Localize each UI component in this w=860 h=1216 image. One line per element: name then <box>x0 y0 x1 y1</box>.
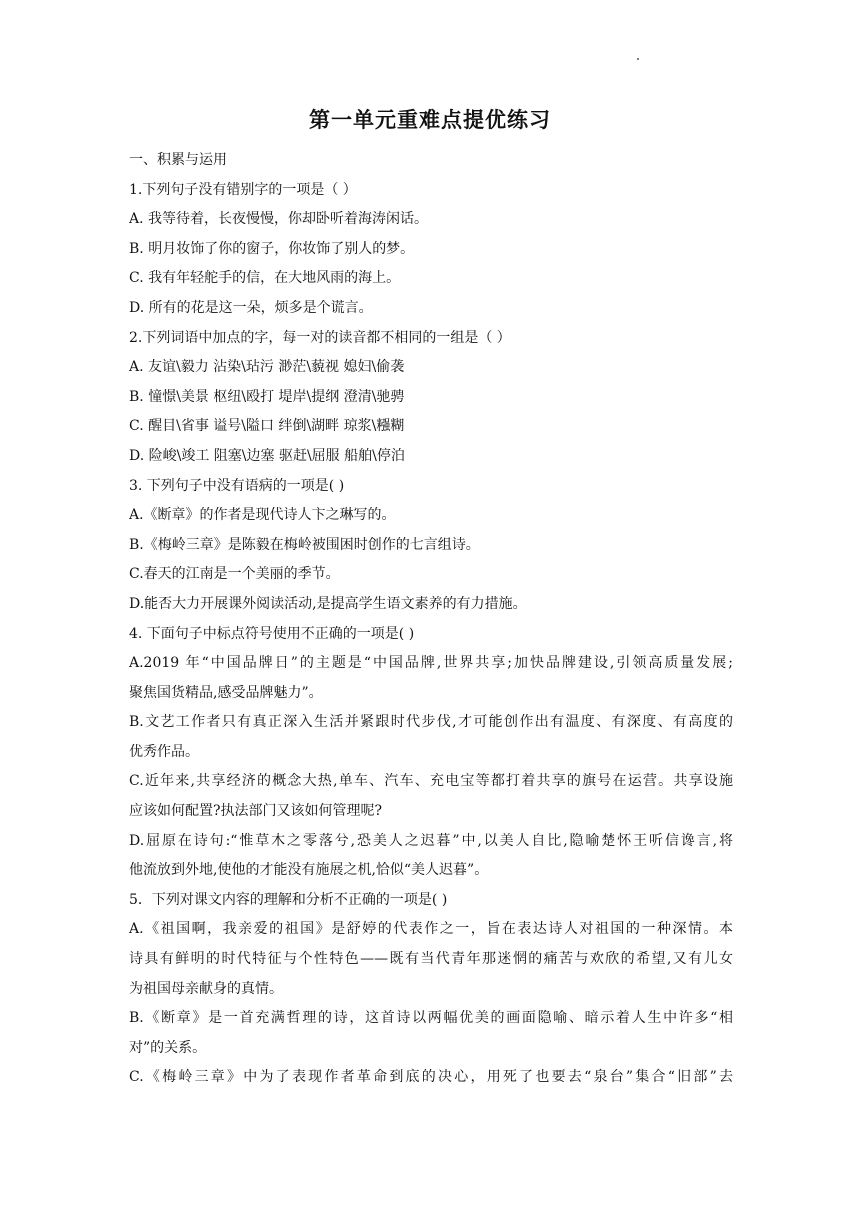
page-title: 第一单元重难点提优练习 <box>309 108 551 132</box>
q1-option-c: C. 我有年轻舵手的信，在大地风雨的海上。 <box>129 270 401 287</box>
q5-option-a-line-2: 诗具有鲜明的时代特征与个性特色——既有当代青年那迷惘的痛苦与欢欣的希望,又有儿女 <box>129 951 733 968</box>
question-4: 4. 下面句子中标点符号使用不正确的一项是( ) <box>129 625 415 642</box>
q2-option-c: C. 醒目\省事 谥号\隘口 绊倒\湖畔 琼浆\糨糊 <box>129 418 405 435</box>
q3-option-a: A.《断章》的作者是现代诗人卞之琳写的。 <box>129 507 396 524</box>
document-body <box>129 146 733 1093</box>
q4-option-c-line-1: C.近年来,共享经济的概念大热,单车、汽车、充电宝等都打着共享的旗号在运营。共享设施 <box>129 773 733 790</box>
q4-option-a-line-2: 聚焦国货精品,感受品牌魅力”。 <box>129 684 323 701</box>
q4-option-b-line-1: B.文艺工作者只有真正深入生活并紧跟时代步伐,才可能创作出有温度、有深度、有高度的 <box>129 714 733 731</box>
q2-option-a: A. 友谊\毅力 沾染\玷污 渺茫\藐视 媳妇\偷袭 <box>129 359 405 376</box>
q2-option-b: B. 憧憬\美景 枢纽\殴打 堤岸\提纲 澄清\驰骋 <box>129 388 405 405</box>
corner-dot <box>637 58 639 60</box>
question-3: 3. 下列句子中没有语病的一项是( ) <box>129 477 345 494</box>
q2-option-d: D. 险峻\竣工 阻塞\边塞 驱赶\屈服 船舶\停泊 <box>129 447 405 464</box>
q5-option-b-line-1: B.《断章》是一首充满哲理的诗，这首诗以两幅优美的画面隐喻、暗示着人生中许多“相 <box>129 1010 733 1027</box>
q4-option-a-line-1: A.2019 年“中国品牌日”的主题是“中国品牌,世界共享;加快品牌建设,引领高质量发展; <box>129 655 733 672</box>
q5-option-a-line-1: A.《祖国啊，我亲爱的祖国》是舒婷的代表作之一，旨在表达诗人对祖国的一种深情。本 <box>129 921 733 938</box>
q4-option-d-line-2: 他流放到外地,使他的才能没有施展之机,恰似“美人迟暮”。 <box>129 862 489 879</box>
q1-option-b: B. 明月妆饰了你的窗子，你妆饰了别人的梦。 <box>129 240 415 257</box>
q4-option-d-line-1: D.屈原在诗句:“惟草木之零落兮,恐美人之迟暮”中,以美人自比,隐喻楚怀王听信谗言,将 <box>129 832 733 849</box>
question-2: 2.下列词语中加点的字，每一对的读音都不相同的一组是（ ） <box>129 329 511 346</box>
q3-option-d: D.能否大力开展课外阅读活动,是提高学生语文素养的有力措施。 <box>129 595 527 612</box>
q3-option-c: C.春天的江南是一个美丽的季节。 <box>129 566 340 583</box>
q5-option-c-line-1: C.《梅岭三章》中为了表现作者革命到底的决心，用死了也要去“泉台”集合“旧部”去 <box>129 1069 733 1086</box>
q3-option-b: B.《梅岭三章》是陈毅在梅岭被围困时创作的七言组诗。 <box>129 536 480 553</box>
q4-option-b-line-2: 优秀作品。 <box>129 743 199 760</box>
q1-option-a: A. 我等待着，长夜慢慢，你却卧听着海涛闲话。 <box>129 211 429 228</box>
q1-option-d: D. 所有的花是这一朵，烦多是个谎言。 <box>129 299 373 316</box>
q5-option-a-line-3: 为祖国母亲献身的真情。 <box>129 980 283 997</box>
section-heading: 一、积累与运用 <box>129 152 227 168</box>
q5-option-b-line-2: 对”的关系。 <box>129 1039 207 1056</box>
q4-option-c-line-2: 应该如何配置?执法部门又该如何管理呢? <box>129 803 383 820</box>
question-5: 5．下列对课文内容的理解和分析不正确的一项是( ) <box>129 891 448 908</box>
question-1: 1.下列句子没有错别字的一项是（ ） <box>129 181 357 198</box>
